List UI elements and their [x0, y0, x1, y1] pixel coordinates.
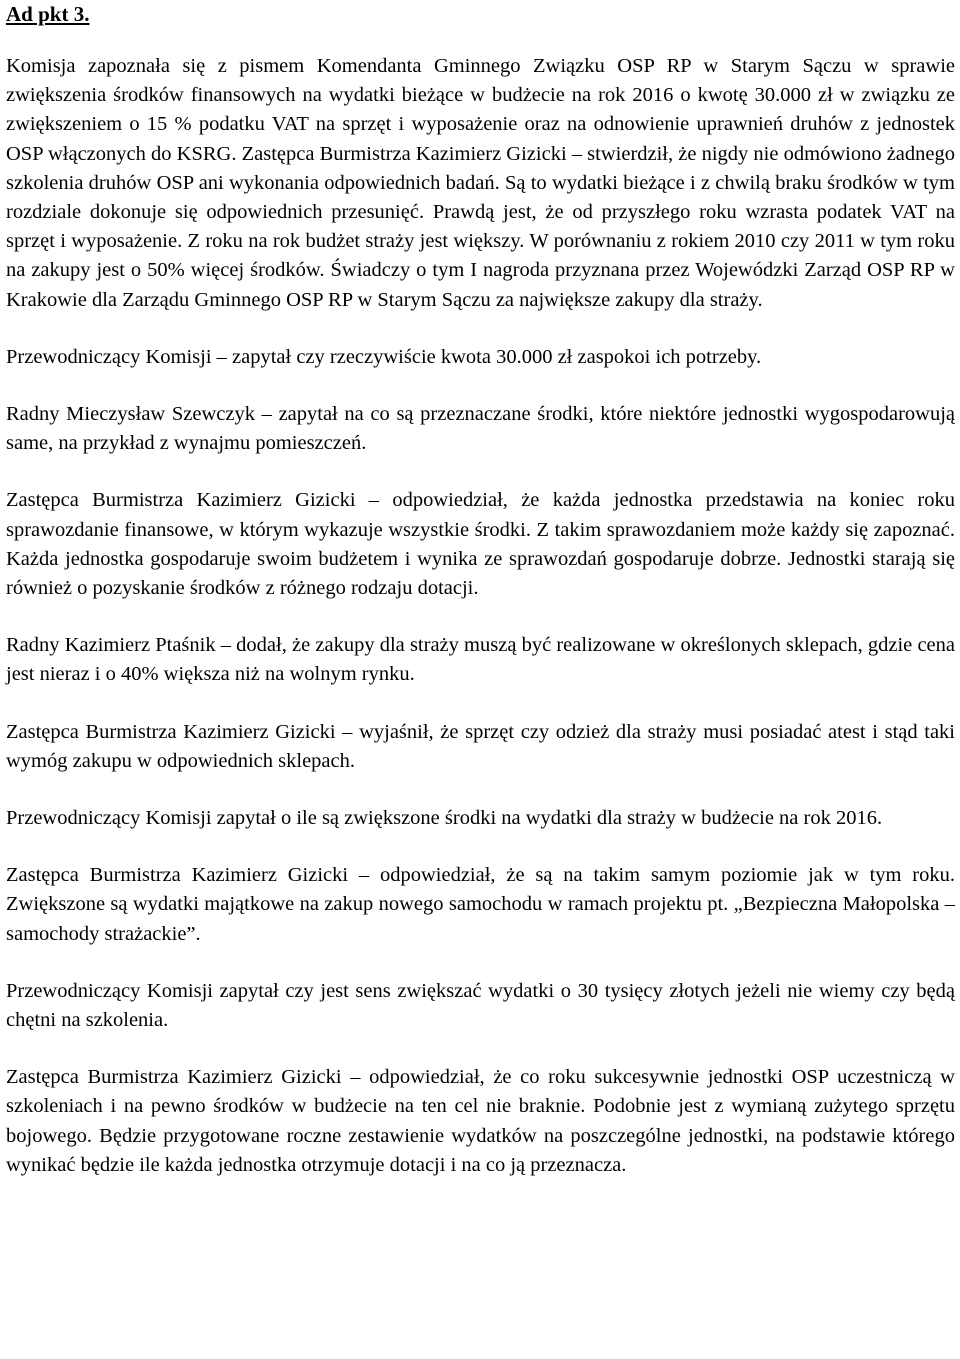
- paragraph-szewczyk-question: Radny Mieczysław Szewczyk – zapytał na co są przeznaczane środki, które niektóre jednostki wygospodarowują same, na przykład z wynajmu pomieszczeń.: [6, 403, 955, 455]
- document-page: [6, 0, 955, 1208]
- paragraph-ptasnik-purchases: Radny Kazimierz Ptaśnik – dodał, że zakupy dla straży muszą być realizowane w określonych sklepach, gdzie cena jest nieraz i o 40% większa niż na wolnym rynku.: [6, 634, 955, 686]
- section-heading: Ad pkt 3.: [6, 2, 90, 26]
- paragraph-chairman-question-amount: Przewodniczący Komisji – zapytał czy rzeczywiście kwota 30.000 zł zaspokoi ich potrzeby.: [6, 345, 762, 368]
- paragraph-gizicki-certificate: Zastępca Burmistrza Kazimierz Gizicki – wyjaśnił, że sprzęt czy odzież dla straży musi posiadać atest i stąd taki wymóg zakupu w odpowiednich sklepach.: [6, 720, 955, 772]
- paragraph-gizicki-training: Zastępca Burmistrza Kazimierz Gizicki – odpowiedział, że co roku sukcesywnie jednostki OSP uczestniczą w szkoleniach i na pewno środków w budżecie na ten cel nie braknie. Podobnie jest z wymianą zużytego sprzętu bojowego. Będzie przygotowane roczne zestawienie wydatków na poszczególne jednostki, na podstawie którego wynikać będzie ile każda jednostka otrzymuje dotacji i na co ją przeznacza.: [6, 1066, 955, 1176]
- paragraph-gizicki-same-level: Zastępca Burmistrza Kazimierz Gizicki – odpowiedział, że są na takim samym poziomie jak w tym roku. Zwiększone są wydatki majątkowe na zakup nowego samochodu w ramach projektu pt. „Bezpieczna Małopolska – samochody strażackie”.: [6, 864, 955, 945]
- paragraph-chairman-question-sense: Przewodniczący Komisji zapytał czy jest sens zwiększać wydatki o 30 tysięcy złotych jeżeli nie wiemy czy będą chętni na szkolenia.: [6, 979, 955, 1032]
- paragraph-commission-letter: Komisja zapoznała się z pismem Komendanta Gminnego Związku OSP RP w Starym Sączu w sprawie zwiększenia środków finansowych na wydatki bieżące w budżecie na rok 2016 o kwotę 30.000 zł w związku ze zwiększeniem o 15 % podatku VAT na sprzęt i wyposażenie oraz na odnowienie uprawnień druhów z jednostek OSP włączonych do KSRG. Zastępca Burmistrza Kazimierz Gizicki – stwierdził, że nigdy nie odmówiono żadnego szkolenia druhów OSP ani wykonania odpowiednich badań. Są to wydatki bieżące i z chwilą braku środków w tym rozdziale dokonuje się odpowiednich przesunięć. Prawdą jest, że od przyszłego roku wzrasta podatek VAT na sprzęt i wyposażenie. Z roku na rok budżet straży jest większy. W porównaniu z rokiem 2010 czy 2011 w tym roku na zakupy jest o 50% więcej środków. Świadczy o tym I nagroda przyznana przez Wojewódzki Zarząd OSP RP w Krakowie dla Zarządu Gminnego OSP RP w Starym Sączu za największe zakupy dla straży.: [6, 55, 955, 311]
- paragraph-gizicki-financial-report: Zastępca Burmistrza Kazimierz Gizicki – odpowiedział, że każda jednostka przedstawia na koniec roku sprawozdanie finansowe, w którym wykazuje wszystkie środki. Z takim sprawozdaniem może każdy się zapoznać. Każda jednostka gospodaruje swoim budżetem i wynika ze sprawozdań gospodaruje dobrze. Jednostki starają się również o pozyskanie środków z różnego rodzaju dotacji.: [6, 489, 955, 600]
- paragraph-chairman-question-increase: Przewodniczący Komisji zapytał o ile są zwiększone środki na wydatki dla straży w budżecie na rok 2016.: [6, 807, 883, 830]
